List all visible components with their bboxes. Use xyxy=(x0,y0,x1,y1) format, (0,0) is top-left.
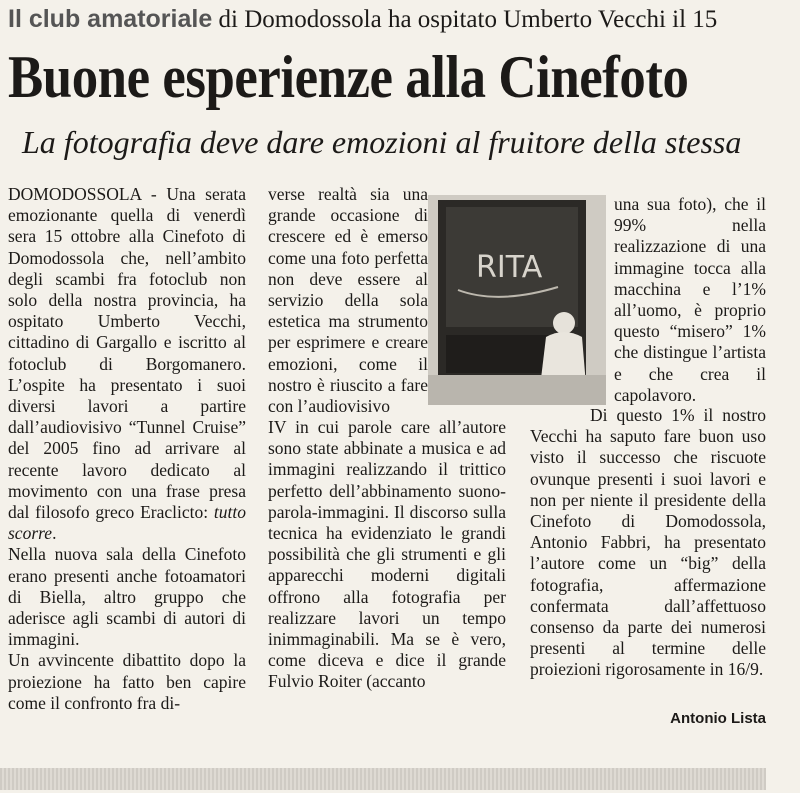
kicker xyxy=(8,4,792,35)
paragraph: Di questo 1% il nostro Vecchi ha saputo fare buon uso visto il successo che riscuote ovunque presenti i suoi lavori e non per niente il presidente della Cinefoto di Domodossola, Antonio Fabbri, ha presentato l’autore come un “big” della fotografia, affermazione confermata dall’affettuoso consenso da parte dei numerosi presenti al termine delle proiezioni rigorosamente in 16/9. xyxy=(530,405,766,680)
kicker-rest: di Domodossola ha ospitato Umberto Vecchi il 15 xyxy=(218,6,718,33)
paragraph: Un avvincente dibattito dopo la proiezione ha fatto ben capire come il confronto fra di- xyxy=(8,650,246,713)
paragraph: Nella nuova sala della Cinefoto erano presenti anche fotoamatori di Biella, altro gruppo che aderisce agli scambi di autori di immagini. xyxy=(8,544,246,650)
paragraph: verse realtà sia una grande occasione di crescere ed è emerso come una foto perfetta non deve essere al servizio della sola estetica ma strumento per esprimere e creare emozioni, come il nostro è riuscito a fare con l’audiovisivo xyxy=(268,184,428,417)
column-1 xyxy=(8,184,246,714)
column-3-top xyxy=(614,194,766,406)
paragraph: IV in cui parole care all’autore sono state abbinate a musica e ad immagini realizzando il trittico perfetto dell’abbinamento suono-parola-immagini. Il discorso sulla tecnica ha evidenziato le grandi possibilità che gli strumenti e gli apparecchi moderni digitali offrono alla fotografia per realizzare lavori un tempo inimmaginabili. Ma se è vero, come diceva e dice il grande Fulvio Roiter (accanto xyxy=(268,417,506,692)
column-2-bottom xyxy=(268,417,506,693)
paragraph: DOMODOSSOLA - Una serata emozionante quella di venerdì sera 15 ottobre alla Cinefoto di Domodossola che, nell’ambito degli scambi fra fotoclub non solo della nostra provincia, ha ospitato Umberto Vecchi, cittadino di Gargallo e iscritto al fotoclub di Borgomanero. L’ospite ha presentato i suoi diversi lavori a partire dall’audiovisivo “Tunnel Cruise” del 2005 fino ad arrivare al recente lavoro dedicato al movimento con una frase presa dal filosofo greco Eraclicto: tutto scorre. xyxy=(8,184,247,544)
author-byline: Antonio Lista xyxy=(670,710,766,727)
headline: Buone esperienze alla Cinefoto xyxy=(8,44,689,110)
column-2-top xyxy=(268,184,428,417)
photo-image xyxy=(428,195,606,405)
photo-child-at-door xyxy=(428,195,606,405)
kicker-lead: Il club amatoriale xyxy=(8,5,213,33)
column-3-bottom xyxy=(530,405,766,681)
wall-graffiti: RITA xyxy=(476,250,543,285)
paragraph: una sua foto), che il 99% nella realizzazione di una immagine tocca alla macchina e l’1% all’uomo, è proprio questo “misero” 1% che distingue l’artista e che crea il capolavoro. xyxy=(614,194,766,405)
subhead: La fotografia deve dare emozioni al fruitore della stessa xyxy=(22,124,742,160)
footer-band xyxy=(0,768,766,790)
